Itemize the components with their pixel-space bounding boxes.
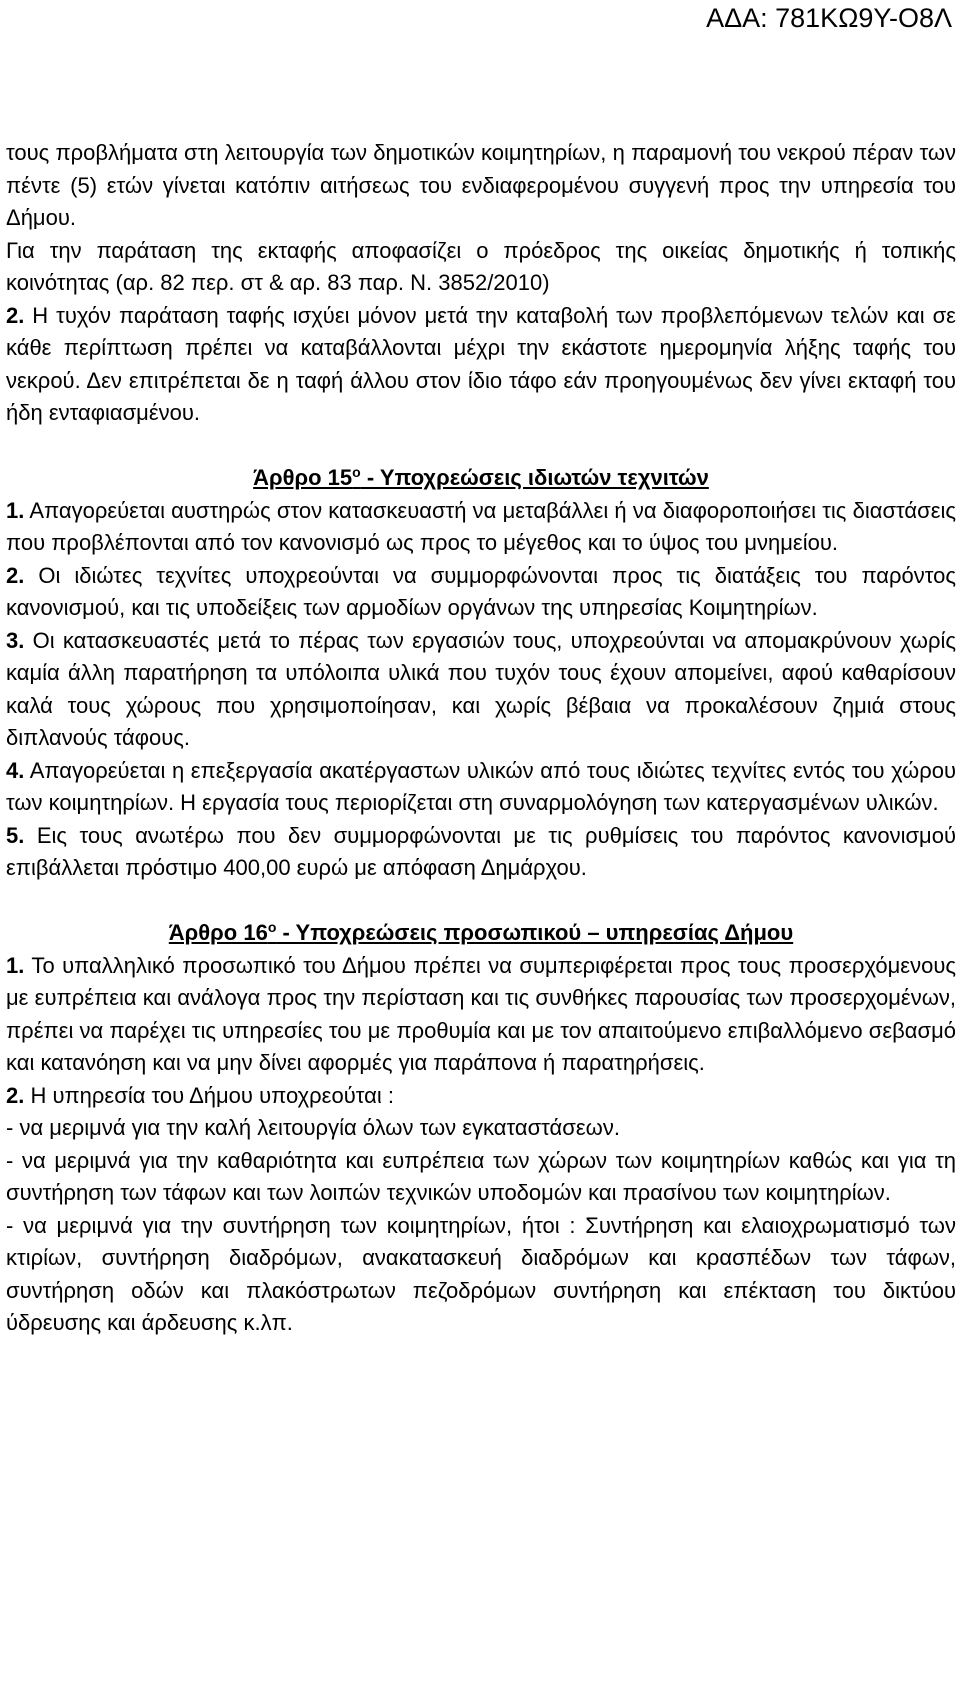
paragraph-extension-decision: Για την παράταση της εκταφής αποφασίζει ο πρόεδρος της οικείας δημοτικής ή τοπικής κοινότητας (αρ. 82 περ. στ & αρ. 83 παρ. Ν. 3852/2010) [6, 237, 956, 295]
article-16-bullet-2: - να μεριμνά για την καθαριότητα και ευπρέπεια των χώρων των κοιμητηρίων καθώς και για τη συντήρηση των τάφων και των λοιπών τεχνικών υποδομών και πρασίνου των κοιμητηρίων. [6, 1147, 956, 1205]
item-text: Απαγορεύεται η επεξεργασία ακατέργαστων υλικών από τους ιδιώτες τεχνίτες εντός του χώρου των κοιμητηρίων. Η εργασία τους περιορίζεται στη συναρμολόγηση των κατεργασμένων υλικών. [6, 757, 956, 815]
article-16-heading-pre: Άρθρο 16 [168, 920, 268, 945]
section-spacer [6, 885, 956, 918]
article-16-item-1 [6, 950, 956, 1080]
item-text: Απαγορεύεται αυστηρώς στον κατασκευαστή να μεταβάλλει ή να διαφοροποιήσει τις διαστάσεις που προβλέπονται από τον κανονισμό ως προς το μέγεθος και το ύψος του μνημείου. [6, 497, 956, 555]
item-text: Η τυχόν παράταση ταφής ισχύει μόνον μετά την καταβολή των προβλεπόμενων τελών και σε κάθε περίπτωση πρέπει να καταβάλλονται μέχρι την εκάστοτε ημερομηνία λήξης ταφής του νεκρού. [6, 302, 956, 393]
article-16-heading [6, 917, 956, 950]
article-15-item-3 [6, 625, 956, 755]
article-15-item-4 [6, 755, 956, 820]
article-16-item-2 [6, 1080, 956, 1113]
item-text-continued: Δεν επιτρέπεται δε η ταφή άλλου στον ίδιο τάφο εάν προηγουμένως δεν γίνει εκταφή του ήδη ενταφιασμένου. [6, 367, 956, 425]
article-15-item-1 [6, 495, 956, 560]
article-16-bullet-1: - να μεριμνά για την καλή λειτουργία όλων των εγκαταστάσεων. [6, 1115, 620, 1140]
paragraph-continuation: τους προβλήματα στη λειτουργία των δημοτικών κοιμητηρίων, η παραμονή του νεκρού πέραν των πέντε (5) ετών γίνεται κατόπιν αιτήσεως του ενδιαφερομένου συγγενή προς την υπηρεσία του Δήμου. [6, 140, 956, 230]
item-number: 2. [6, 1082, 25, 1108]
section-spacer [6, 430, 956, 463]
article-15-item-2 [6, 560, 956, 625]
item-number: 2. [6, 562, 25, 588]
item-text: Εις τους ανωτέρω που δεν συμμορφώνονται με τις ρυθμίσεις του παρόντος κανονισμού επιβάλλεται πρόστιμο 400,00 ευρώ με απόφαση Δημάρχου. [6, 822, 956, 880]
article-15-heading [6, 462, 956, 495]
article-15-heading-sup: ο [352, 464, 361, 480]
item-text: Η υπηρεσία του Δήμου υποχρεούται : [24, 1082, 394, 1108]
item-number: 3. [6, 627, 25, 653]
item-number: 1. [6, 497, 25, 523]
item-text: Οι κατασκευαστές μετά το πέρας των εργασιών τους, υποχρεούνται να απομακρύνουν χωρίς καμία άλλη παρατήρηση τα υπόλοιπα υλικά που τυχόν τους έχουν απομείνει, αφού καθαρίσουν καλά τους χώρους που χρησιμοποίησαν, και χωρίς βέβαια να προκαλέσουν ζημιά στους διπλανούς τάφους. [6, 627, 956, 750]
article-15-heading-pre: Άρθρο 15 [253, 465, 353, 490]
ada-document-id: ΑΔΑ: 781ΚΩ9Υ-Ο8Λ [706, 3, 952, 33]
item-number: 2. [6, 302, 25, 328]
article-16-heading-sup: ο [267, 919, 277, 935]
item-text: Το υπαλληλικό προσωπικό του Δήμου πρέπει να συμπεριφέρεται προς τους προσερχόμενους με ευπρέπεια και ανάλογα προς την περίσταση και τις συνθήκες παρουσίας των προσερχομένων, πρέπει να παρέχει τις υπηρεσίες του με προθυμία και με τον απαιτούμενο επιβαλλόμενο σεβασμό και κατανόηση και να μην δίνει αφορμές για παράπονα ή παρατηρήσεις. [6, 952, 956, 1075]
item-text: Οι ιδιώτες τεχνίτες υποχρεούνται να συμμορφώνονται προς τις διατάξεις του παρόντος κανονισμού, και τις υποδείξεις των αρμοδίων οργάνων της υπηρεσίας Κοιμητηρίων. [6, 562, 956, 620]
article-16-heading-title: - Υποχρεώσεις προσωπικού – υπηρεσίας Δήμου [276, 920, 794, 945]
paragraph-extension-fees [6, 300, 956, 430]
item-number: 1. [6, 952, 25, 978]
article-15-item-5 [6, 820, 956, 885]
item-number: 4. [6, 757, 25, 783]
item-number: 5. [6, 822, 25, 848]
article-16-bullet-3: - να μεριμνά για την συντήρηση των κοιμητηρίων, ήτοι : Συντήρηση και ελαιοχρωματισμό των κτιρίων, συντήρηση διαδρόμων, ανακατασκευή διαδρόμων και κρασπέδων των τάφων, συντήρηση οδών και πλακόστρωτων πεζοδρόμων συντήρηση και επέκταση του δικτύου ύδρευσης και άρδευσης κ.λπ. [6, 1212, 956, 1335]
article-15-heading-title: - Υποχρεώσεις ιδιωτών τεχνιτών [360, 465, 709, 490]
document-body [6, 137, 956, 1340]
